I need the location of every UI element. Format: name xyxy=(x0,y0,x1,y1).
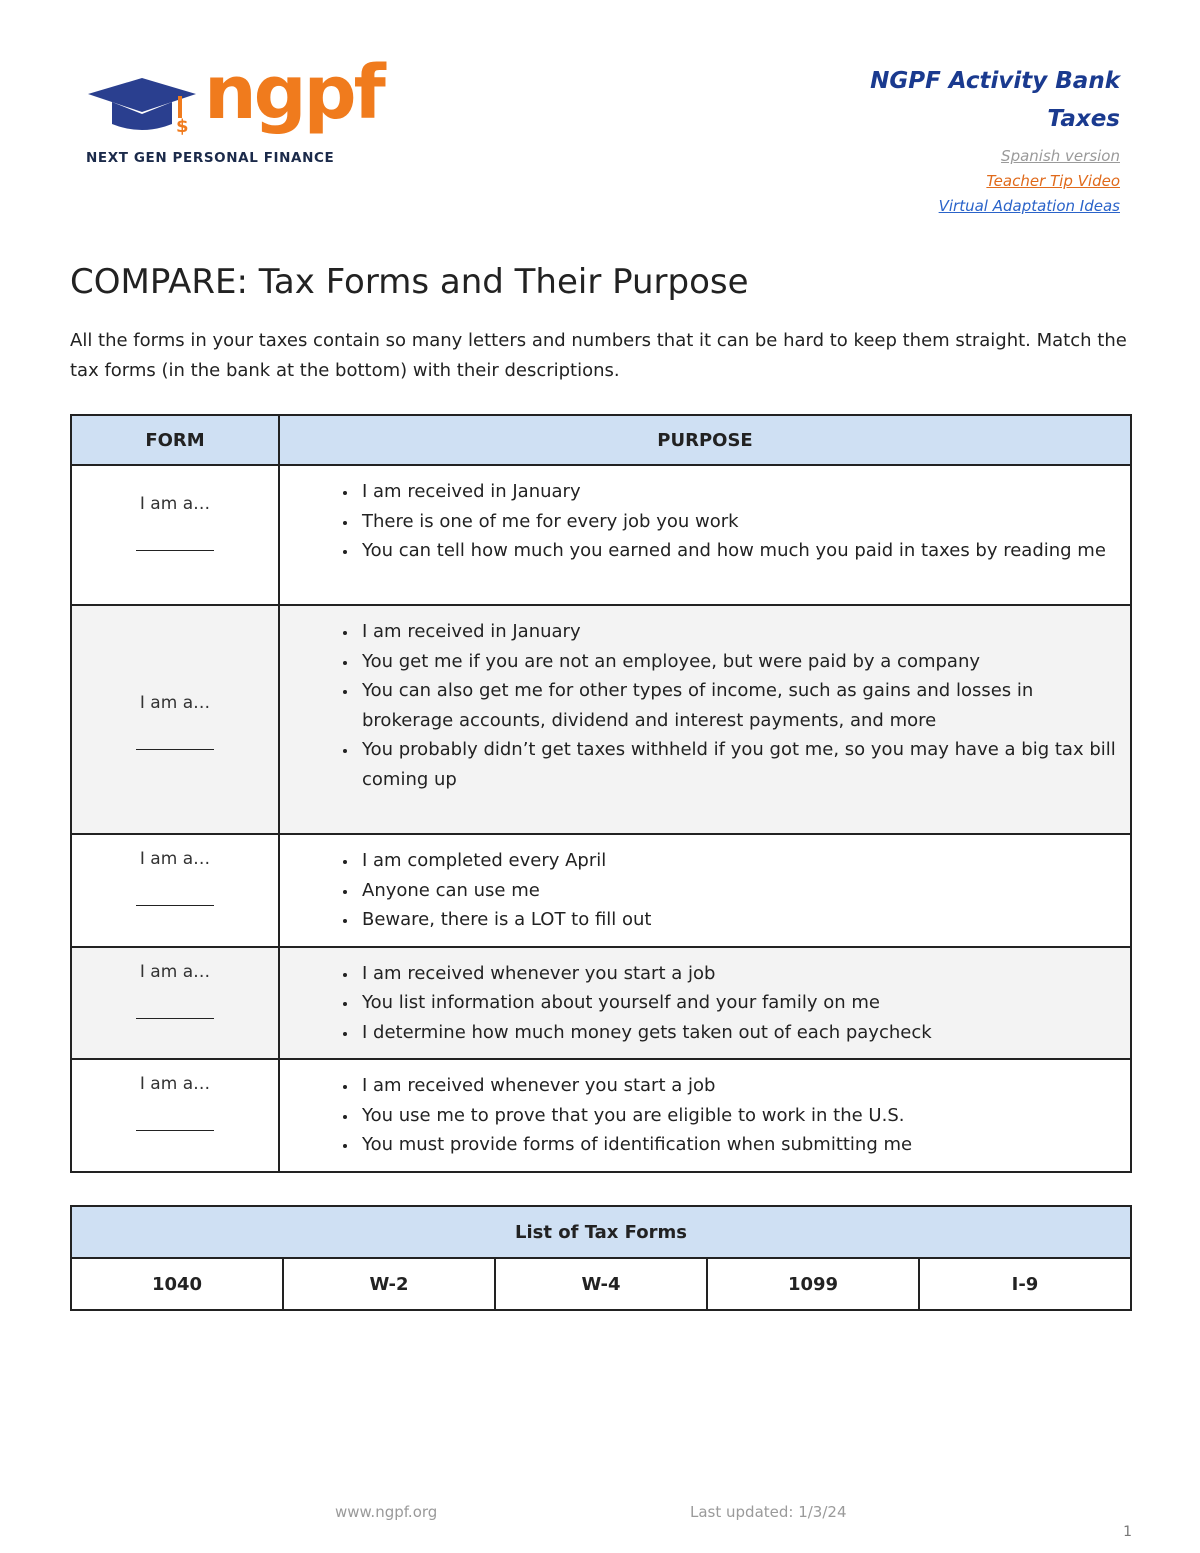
purpose-cell xyxy=(279,465,1131,605)
purpose-cell xyxy=(279,1059,1131,1172)
virtual-adaptation-link[interactable]: Virtual Adaptation Ideas xyxy=(938,197,1120,215)
form-cell xyxy=(71,947,279,1060)
purpose-bullet: • You must provide forms of identification when submitting me xyxy=(358,1130,1116,1160)
purpose-cell xyxy=(279,605,1131,834)
purpose-bullet: • I determine how much money gets taken out of each paycheck xyxy=(358,1018,1116,1048)
answer-blank[interactable] xyxy=(136,550,214,551)
answer-blank[interactable] xyxy=(136,749,214,750)
forms-bank-row xyxy=(71,1258,1131,1310)
svg-text:$: $ xyxy=(176,116,189,136)
topic-title: Taxes xyxy=(1047,106,1120,132)
form-option-1099: 1099 xyxy=(707,1258,919,1310)
purpose-bullet: • I am completed every April xyxy=(358,846,1116,876)
purpose-bullet: • You probably didn’t get taxes withheld if you got me, so you may have a big tax bill coming up xyxy=(358,735,1116,794)
purpose-bullet: • I am received in January xyxy=(358,477,1116,507)
purpose-bullet: • You list information about yourself and your family on me xyxy=(358,988,1116,1018)
purpose-list xyxy=(280,1071,1116,1160)
form-prompt: I am a… xyxy=(139,693,211,713)
purpose-bullet: • I am received whenever you start a job xyxy=(358,1071,1116,1101)
form-prompt: I am a… xyxy=(139,1074,211,1094)
form-cell xyxy=(71,605,279,834)
purpose-cell xyxy=(279,834,1131,947)
page-title: COMPARE: Tax Forms and Their Purpose xyxy=(70,262,749,302)
intro-text: All the forms in your taxes contain so many letters and numbers that it can be hard to keep them straight. Match the tax forms (in the bank at the bottom) with their descriptions. xyxy=(70,330,1127,381)
purpose-bullet: • I am received whenever you start a job xyxy=(358,959,1116,989)
purpose-bullet: • I am received in January xyxy=(358,617,1116,647)
form-prompt: I am a… xyxy=(139,494,211,514)
form-prompt: I am a… xyxy=(139,849,211,869)
forms-bank-title: List of Tax Forms xyxy=(71,1206,1131,1258)
table-row xyxy=(71,465,1131,605)
footer-updated: Last updated: 1/3/24 xyxy=(690,1503,847,1521)
purpose-bullet: • Beware, there is a LOT to fill out xyxy=(358,905,1116,935)
purpose-list xyxy=(280,477,1116,566)
forms-bank-header-row xyxy=(71,1206,1131,1258)
footer-site: www.ngpf.org xyxy=(335,1503,438,1521)
purpose-list xyxy=(280,846,1116,935)
logo-tagline: NEXT GEN PERSONAL FINANCE xyxy=(86,150,335,166)
graduation-cap-icon xyxy=(86,72,198,136)
teacher-tip-video-link[interactable]: Teacher Tip Video xyxy=(986,172,1120,190)
form-column-header: FORM xyxy=(71,415,279,465)
table-row xyxy=(71,947,1131,1060)
activity-bank-title: NGPF Activity Bank xyxy=(870,68,1120,94)
purpose-bullet: • You can also get me for other types of income, such as gains and losses in brokerage accounts, dividend and interest payments, and more xyxy=(358,676,1116,735)
table-row xyxy=(71,605,1131,834)
form-option-w4: W-4 xyxy=(495,1258,707,1310)
answer-blank[interactable] xyxy=(136,1018,214,1019)
purpose-bullet: • You can tell how much you earned and how much you paid in taxes by reading me xyxy=(358,536,1116,566)
purpose-bullet: • Anyone can use me xyxy=(358,876,1116,906)
logo-wordmark: ngpf xyxy=(204,50,383,136)
form-cell xyxy=(71,1059,279,1172)
form-option-w2: W-2 xyxy=(283,1258,495,1310)
tax-forms-bank xyxy=(70,1205,1132,1311)
form-option-i9: I-9 xyxy=(919,1258,1131,1310)
table-row xyxy=(71,1059,1131,1172)
answer-blank[interactable] xyxy=(136,1130,214,1131)
purpose-bullet: • You get me if you are not an employee, but were paid by a company xyxy=(358,647,1116,677)
spanish-version-link[interactable]: Spanish version xyxy=(1001,147,1120,165)
header-block xyxy=(870,62,1120,219)
purpose-list xyxy=(280,617,1116,794)
purpose-cell xyxy=(279,947,1131,1060)
form-option-1040: 1040 xyxy=(71,1258,283,1310)
form-cell xyxy=(71,834,279,947)
page-number: 1 xyxy=(1123,1524,1132,1540)
form-cell xyxy=(71,465,279,605)
purpose-column-header: PURPOSE xyxy=(279,415,1131,465)
answer-blank[interactable] xyxy=(136,905,214,906)
purpose-bullet: • There is one of me for every job you work xyxy=(358,507,1116,537)
compare-table xyxy=(70,414,1132,1173)
form-prompt: I am a… xyxy=(139,961,211,982)
purpose-list xyxy=(280,959,1116,1048)
ngpf-logo xyxy=(86,50,386,174)
purpose-bullet: • You use me to prove that you are eligible to work in the U.S. xyxy=(358,1101,1116,1131)
table-header-row xyxy=(71,415,1131,465)
table-row xyxy=(71,834,1131,947)
